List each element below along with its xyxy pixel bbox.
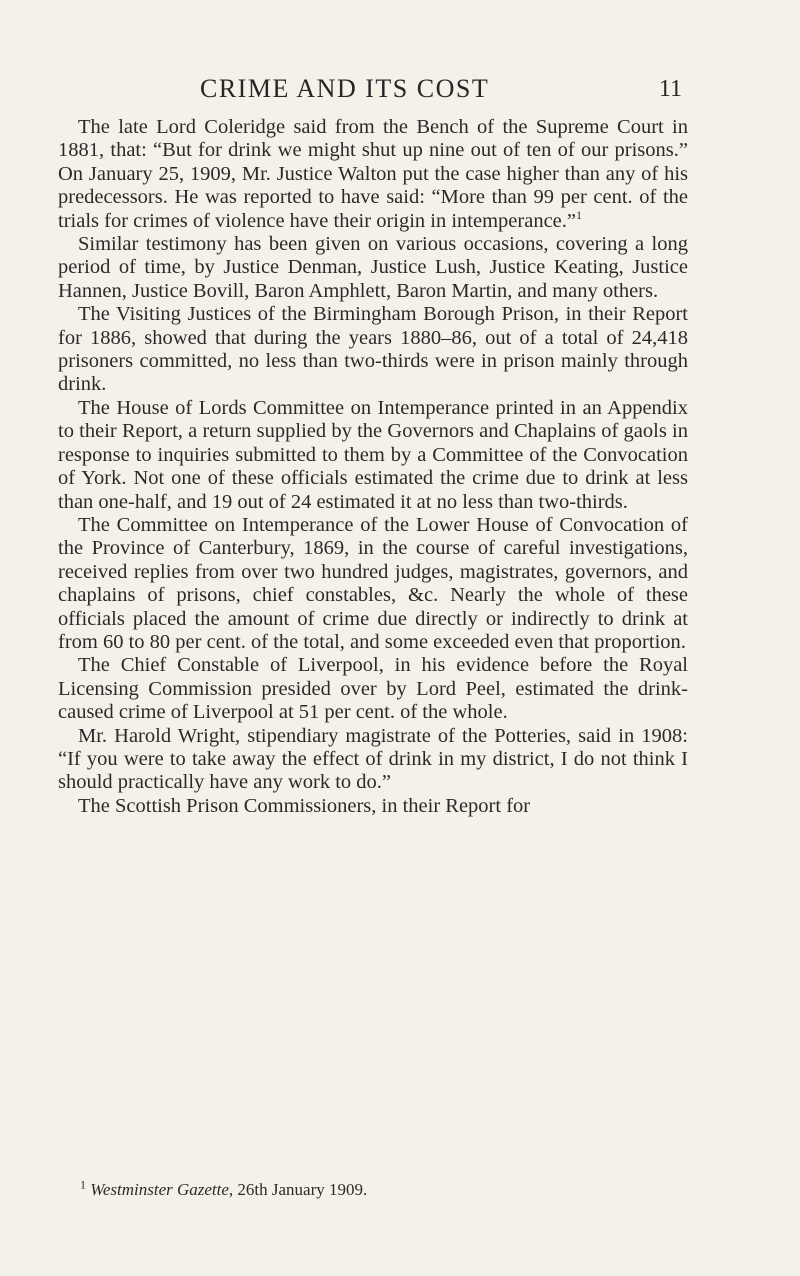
page-header: [0, 74, 800, 108]
paragraph-house-of-lords: The House of Lords Committee on Intemperance printed in an Appendix to their Report, a return supplied by the Governors and Chaplains of gaols in response to inquiries submitted to them by a Committee of the Convocation of York. Not one of these officials estimated the crime due to drink at less than one-half, and 19 out of 24 estimated it at no less than two-thirds.: [58, 396, 688, 513]
footnote-source: Westminster Gazette: [90, 1180, 229, 1199]
body-text: [58, 116, 688, 818]
paragraph-scottish-commissioners: The Scottish Prison Commissioners, in their Report for: [78, 794, 531, 817]
footnote-date: , 26th January 1909.: [228, 1180, 368, 1199]
running-title: CRIME AND ITS COST: [200, 74, 490, 103]
paragraph-similar-testimony: Similar testimony has been given on various occasions, covering a long period of time, by Justice Denman, Justice Lush, Justice Keating, Justice Hannen, Justice Bovill, Baron Amphlett, Baron Martin, and many others.: [58, 233, 688, 302]
paragraph-liverpool: The Chief Constable of Liverpool, in his evidence before the Royal Licensing Commission presided over by Lord Peel, estimated the drink-caused crime of Liverpool at 51 per cent. of the whole.: [58, 654, 688, 724]
footnote-reference: 1: [576, 207, 582, 222]
paragraph-coleridge: [58, 116, 688, 233]
page-number: 11: [658, 76, 682, 102]
paragraph-text: The late Lord Coleridge said from the Bench of the Supreme Court in 1881, that: “But for drink we might shut up nine out of ten of our prisons.” On January 25, 1909, Mr. Justice Walton put the case higher than any of his predecessors. He was reported to have said: “More than 99 per cent. of the trials for crimes of violence have their origin in intemperance.”: [58, 116, 688, 232]
footnote-marker: 1: [80, 1177, 86, 1192]
paragraph-harold-wright: Mr. Harold Wright, stipendiary magistrate of the Potteries, said in 1908: “If you were to take away the effect of drink in my district, I do not think I should practically have any work to do.”: [58, 724, 688, 794]
paragraph-canterbury: The Committee on Intemperance of the Lower House of Convocation of the Province of Canterbury, 1869, in the course of careful investigations, received replies from over two hundred judges, magistrates, governors, and chaplains of prisons, chief constables, &c. Nearly the whole of these officials placed the amount of crime due directly or indirectly to drink at from 60 to 80 per cent. of the total, and some exceeded even that proportion.: [58, 513, 688, 653]
footnote: [58, 1177, 710, 1200]
paragraph-birmingham: The Visiting Justices of the Birmingham Borough Prison, in their Report for 1886, showed that during the years 1880–86, out of a total of 24,418 prisoners committed, no less than two-thirds were in prison mainly through drink.: [58, 303, 688, 396]
